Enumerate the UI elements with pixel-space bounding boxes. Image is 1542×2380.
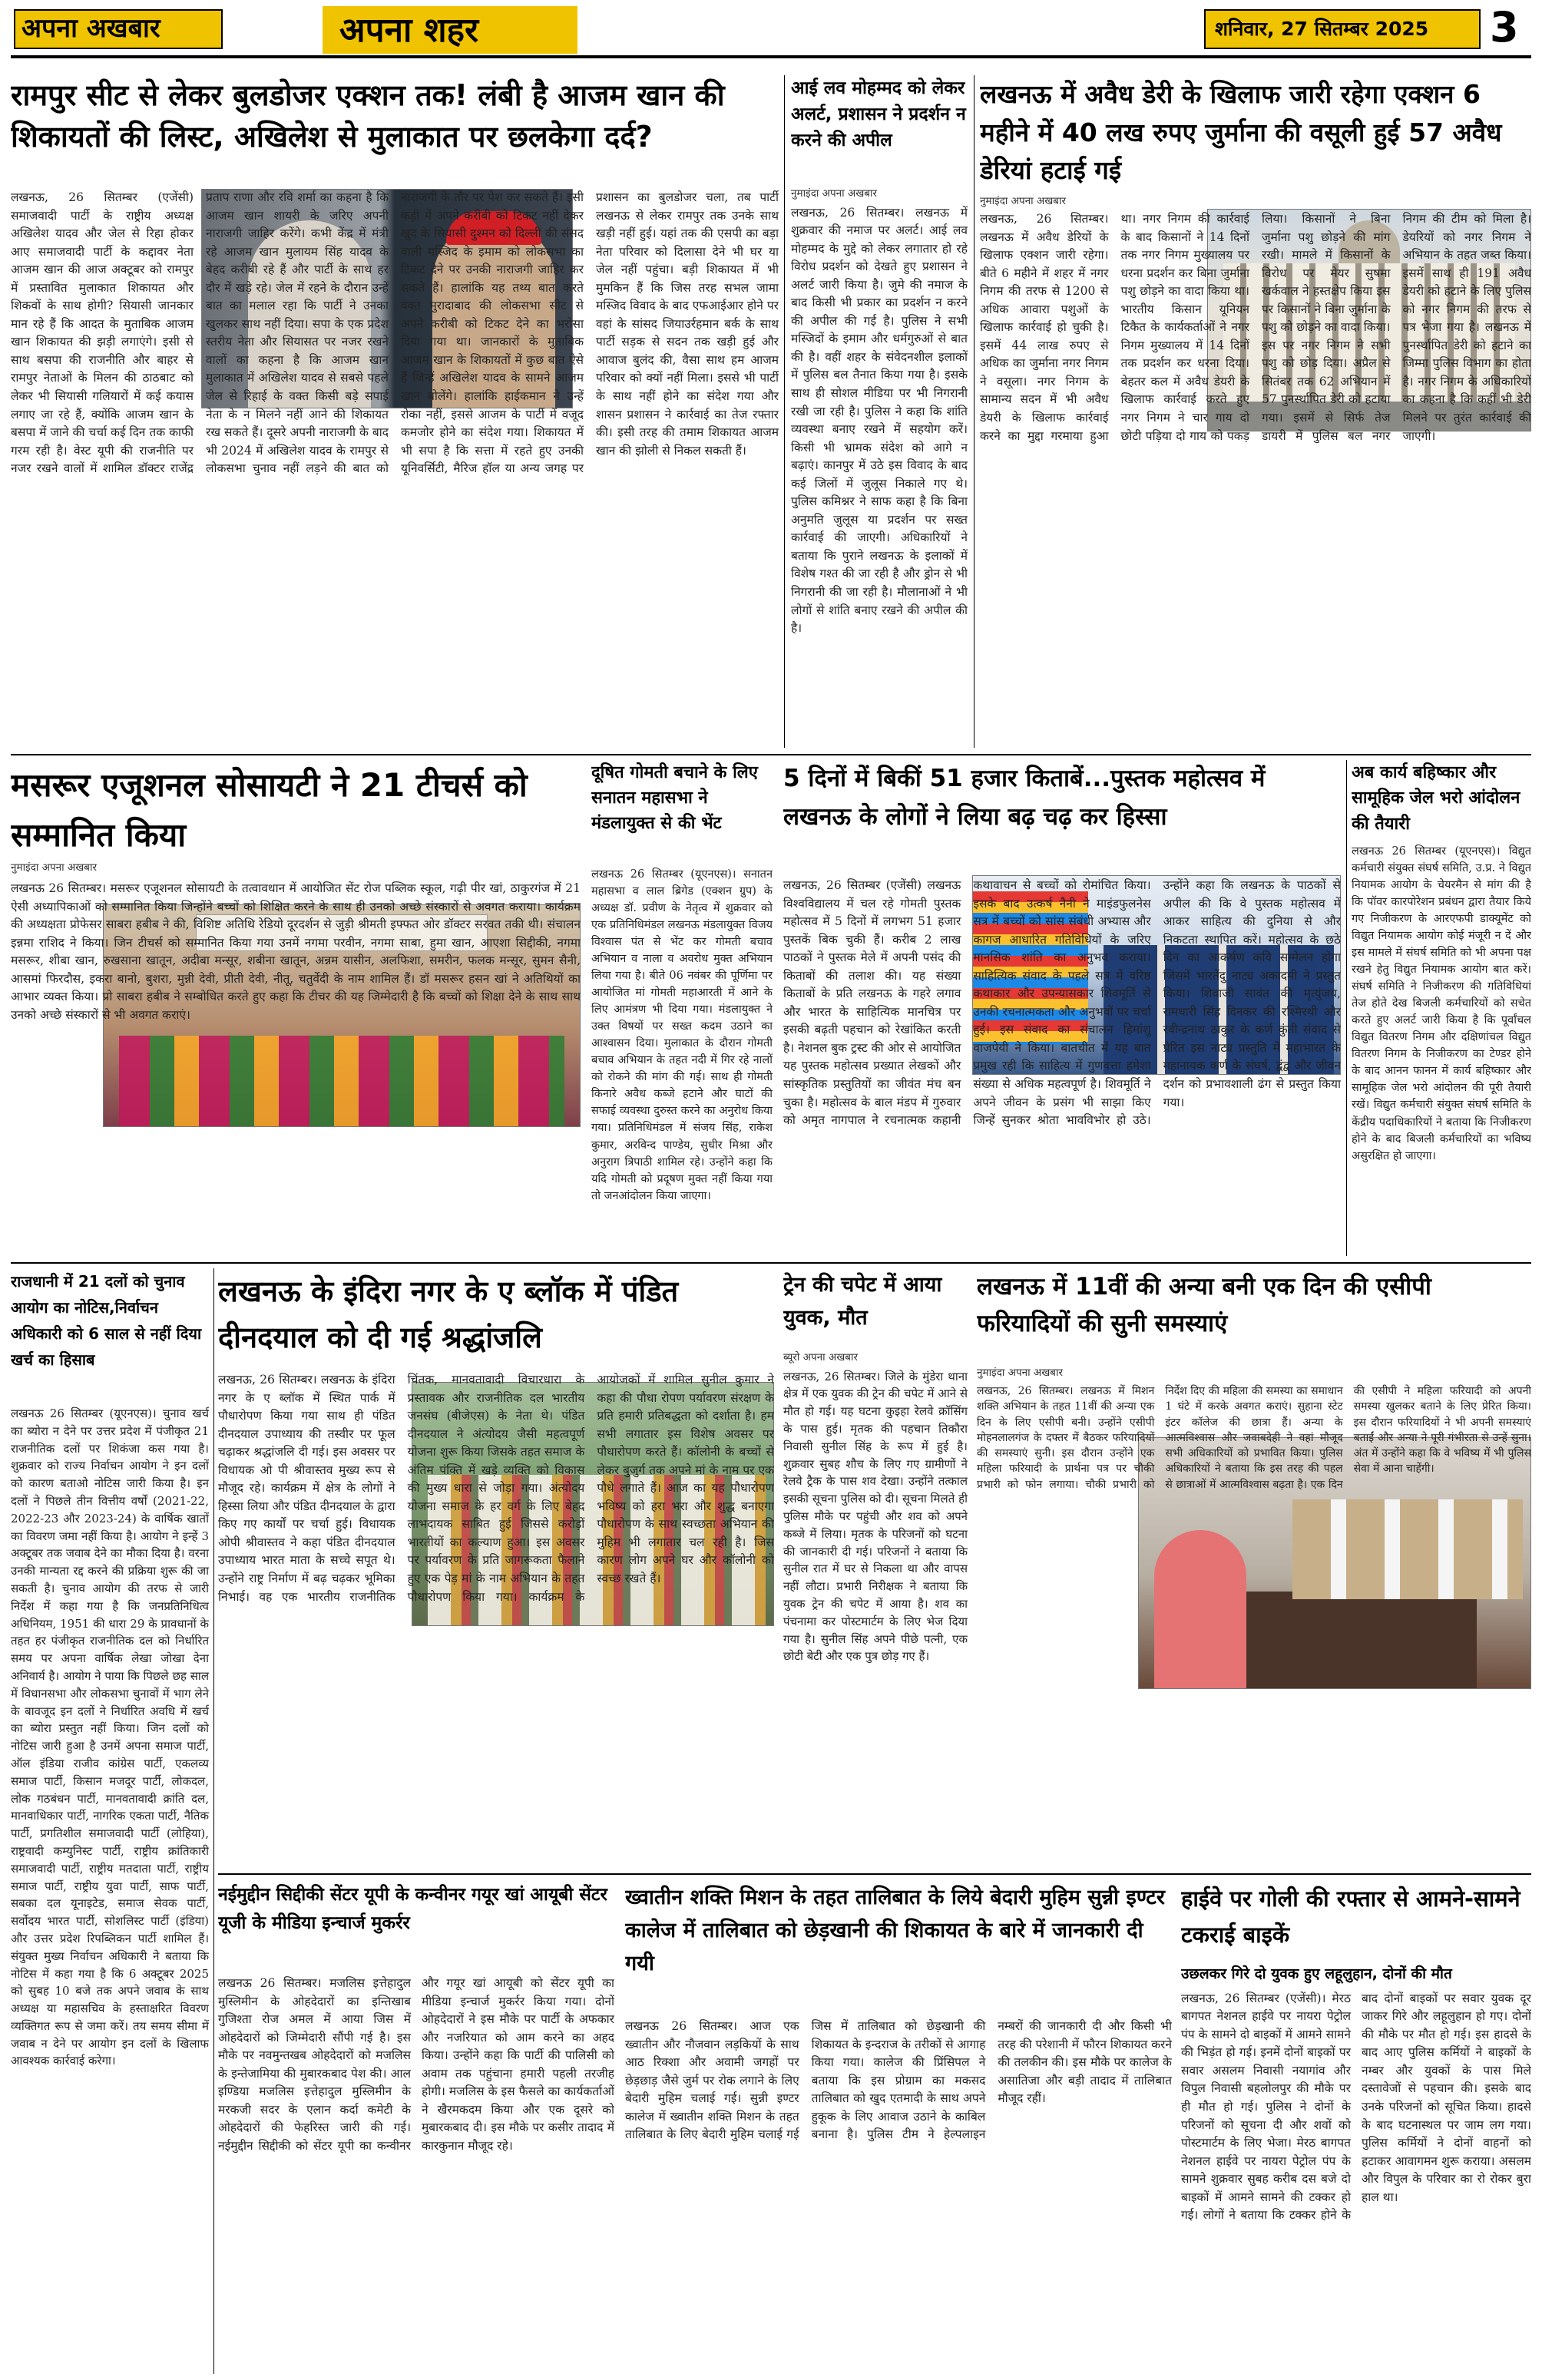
article-mim-appointment [218,1881,614,2374]
article-deendayal [218,1268,774,1867]
article-azam-khan [11,75,779,748]
article-highway-accident [1181,1881,1531,2374]
article-body: लखनऊ 26 सितम्बर। आज एक ख्वातीन और नौजवान लड़कियों के साथ आठ रिक्शा और अवामी जगहों पर छेड़छाड़ जैसे जुर्म पर रोक लगाने के लिए बेदारी मुहिम चलाई गई। सुन्नी इण्टर कालेज में ख्वातीन शक्ति मिशन के तहत तालिबात के लिए बेदारी मुहिम चलाई गई जिस में तालिबात को छेड़खानी की शिकायत के इन्दराज के तरीकों से आगाह किया गया। कालेज की प्रिंसिपल ने बताया कि इस प्रोग्राम का मकसद तालिबात को खुद एतमादी के साथ अपने हुकूक के लिए आवाज उठाने के काबिल बनाना है। पुलिस टीम ने हेल्पलाइन नम्बरों की जानकारी दी और किसी भी तरह की परेशानी में फौरन शिकायत करने की तलकीन की। इस मौके पर कालेज के असातिजा और बड़ी तादाद में तालिबात मौजूद रहीं। [625,2019,1172,2142]
byline: नुमाइंदा अपना अखबार [977,1367,1063,1379]
col-rule-3 [213,1268,214,2374]
article-illegal-dairy [980,75,1531,748]
headline: आई लव मोहम्मद को लेकर अलर्ट, प्रशासन ने प्रदर्शन न करने की अपील [791,78,966,151]
headline: हाईवे पर गोली की रफ्तार से आमने-सामने टकराई बाइकें [1181,1886,1520,1948]
headline: लखनऊ में अवैध डेरी के खिलाफ जारी रहेगा एक्शन 6 महीने में 40 लख रुपए जुर्माना की वसूली हुई 57 अवैध डेरियां हटाई गई [980,79,1502,185]
article-body: लखनऊ 26 सितम्बर (यूएनएस)। विद्युत कर्मचारी संयुक्त संघर्ष समिति, उ.प्र. ने विद्युत नियामक आयोग के चेयरमैन से मांग की है कि पॉवर कारपोरेशन प्रबंधन द्वारा तैयार किये गए निजीकरण के आरएफपी डाक्यूमेंट को विद्युत नियामक आयोग कोई मंजूरी न दें और इस मामले में संघर्ष समिति को भी अपना पक्ष रखने हेतु विद्युत नियामक आयोग बात करें। संघर्ष समिति ने निजीकरण की गतिविधियां तेज होते देख बिजली कर्मचारियों को सचेत करते हुए अलर्ट जारी किया है कि पूर्वांचल विद्युत वितरण निगम और दक्षिणांचल विद्युत वितरण निगम के निजीकरण का टेण्डर होने के बाद आनन फानन में कार्य बहिष्कार और सामूहिक जेल भरो आंदोलन की पूरी तैयारी रखें। विद्युत कर्मचारी संयुक्त संघर्ष समिति के केंद्रीय पदाधिकारियों ने बताया कि निजीकरण होने के बाद बिजली कर्मचारियों का भविष्य असुरक्षित हो जाएगा। [1352,845,1531,1162]
subheadline: उछलकर गिरे दो युवक हुए लहूलुहान, दोनों की मौत [1181,1965,1452,1982]
article-masroor-society [11,760,581,1256]
article-book-festival [783,760,1341,1256]
article-body: लखनऊ, 26 सितम्बर (एजेंसी) समाजवादी पार्टी के राष्ट्रीय अध्यक्ष अखिलेश यादव और जेल से रिहा होकर आए समाजवादी पार्टी के कद्दावर नेता आजम खान की आज अक्टूबर को रामपुर में प्रस्तावित मुलाकात शिकायत और शिकवों के साथ होगी? सियासी जानकार मान रहे हैं कि आदत के मुताबिक आजम खान शिकायत की झड़ी लगाएंगे। इसी से साथ बसपा की राजनीति और बाहर से रामपुर नेताओं के मिलन की ठाठबाट को लेकर भी सियासी गलियारों में कई कयास लगाए जा रहे हैं, क्योंकि आजम खान के बसपा में जाने की चर्चा कई दिन तक काफी गरम रही है। वेस्ट यूपी की राजनीति पर नजर रखने वालों में शामिल डॉक्टर राजेंद्र प्रताप राणा और रवि शर्मा का कहना है कि आजम खान शायरी के जरिए अपनी नाराजगी जाहिर करेंगे। कभी केंद्र में मंत्री रहे आजम खान मुलायम सिंह यादव के बेहद करीबी रहे हैं और पार्टी के साथ हर दौर में खड़े रहे। जेल में रहने के दौरान उन्हें बात का मलाल रहा कि पार्टी ने उनका खुलकर साथ नहीं दिया। सपा के एक प्रदेश स्तरीय नेता और सियासत पर नजर रखने वालों का कहना है कि आजम खान मुलाकात में अखिलेश यादव से सबसे पहले जेल से रिहाई के वक्त किसी बड़े सपाई नेता के न मिलने नहीं आने की शिकायत रख सकते हैं। दूसरे अपनी नाराजगी के बाद भी 2024 में अखिलेश यादव के रामपुर से लोकसभा चुनाव नहीं लड़ने की बात को नाराजगी के तौर पर पेश कर सकते हैं। इसी कड़ी में अपने करीबी को टिकट नहीं देकर खुद के सियासी दुश्मन को दिल्ली की संसद वाली मस्जिद के इमाम को लोकसभा का टिकट देने पर उनकी नाराजगी जाहिर कर सकते हैं। हालांकि यह तथ्य बात करते वक्त मुरादाबाद की लोकसभा सीट से अपने करीबी को टिकट देने का भरोसा दिया गया था। जानकारों के मुताबिक आजम खान के शिकायतों में कुछ बात ऐसे हैं जिन्हें अखिलेश यादव के सामने आजम खान बोलेंगे। हालांकि हाईकमान ने उन्हें रोका नहीं, इससे आजम के पार्टी में वजूद कमजोर होने का संदेश गया। शिकायत में भी सपा है कि सत्ता में रहते हुए उनकी यूनिवर्सिटी, मैरिज हॉल या अन्य जगह पर प्रशासन का बुलडोजर चला, तब पार्टी लखनऊ से लेकर रामपुर तक उनके साथ खड़ी नहीं हुई। यहां तक की एसपी का बड़ा नेता परिवार को दिलासा देने भी घर या जेल नहीं पहुंचा। बड़ी शिकायत में भी मुमकिन हैं कि जिस तरह सभल जामा मस्जिद विवाद के बाद एफआईआर होने पर वहां के सांसद जियाउर्रहमान बर्क के साथ पार्टी सड़क से सदन तक खड़ी हुई और आवाज बुलंद की, वैसा साथ हम आजम परिवार को क्यों नहीं मिला। इससे भी पार्टी के साथ नहीं होने का संदेश गया और शासन प्रशासन ने कार्रवाई का तेज रफ्तार की। इसी तरह की तमाम शिकायत आजम खान की झोली से निकल सकती हैं। [11,190,779,476]
article-body: लखनऊ 26 सितम्बर (यूएनएस)। चुनाव खर्च का ब्योरा न देने पर उत्तर प्रदेश में पंजीकृत 21 राजनीतिक दलों पर शिकंजा कस गया है। शुक्रवार को राज्य निर्वाचन आयोग ने इन दलों को कारण बताओ नोटिस जारी किया है। इन दलों ने पिछले तीन वित्तीय वर्षों (2021-22, 2022-23 और 2023-24) के वार्षिक खातों का विवरण जमा नहीं किया है। आयोग ने इन्हें 3 अक्टूबर तक जवाब देने का मौका दिया है। वरना उनकी मान्यता रद्द करने की प्रक्रिया शुरू की जा सकती है। चुनाव आयोग की तरफ से जारी निर्देश में कहा गया है कि जनप्रतिनिधित्व अधिनियम, 1951 की धारा 29 के प्रावधानों के तहत हर पंजीकृत राजनीतिक दल को निर्धारित समय पर अपना वार्षिक लेखा जोखा देना अनिवार्य है। आयोग ने पाया कि पिछले छह साल में विधानसभा और लोकसभा चुनावों में भाग लेने के बावजूद इन दलों ने निर्धारित अवधि में खर्च का ब्योरा प्रस्तुत नहीं किया। जिन दलों को नोटिस जारी हुआ है उनमें अपना समाज पार्टी, ऑल इंडिया राजीव कांग्रेस पार्टी, एकलव्य समाज पार्टी, किसान मजदूर पार्टी, लोकदल, लोक गठबंधन पार्टी, मानवतावादी क्रांति दल, मानवाधिकार पार्टी, नागरिक एकता पार्टी, नैतिक पार्टी, प्रगतिशील समाजवादी पार्टी (लोहिया), राष्ट्रवादी कम्युनिस्ट पार्टी, राष्ट्रीय क्रांतिकारी समाजवादी पार्टी, राष्ट्रीय मतदाता पार्टी, राष्ट्रीय समाज पार्टी, राष्ट्रीय युवा पार्टी, साफ पार्टी, सबका दल यूनाइटेड, समाज सेवक पार्टी, सर्वोदय भारत पार्टी, सोशलिस्ट पार्टी (इंडिया) और उत्तर प्रदेश रिपब्लिकन पार्टी शामिल हैं। संयुक्त मुख्य निर्वाचन अधिकारी ने बताया कि नोटिस में कहा गया है कि 6 अक्टूबर 2025 को सुबह 10 बजे तक अपने जवाब के साथ अध्यक्ष या महासचिव के हस्ताक्षरित विवरण व्यक्तिगत रूप से जमा करें। तय समय सीमा में जवाब न देने पर आयोग इन दलों के खिलाफ आवश्यक कार्रवाई करेगा। [11,1407,209,2068]
article-body: लखनऊ, 26 सितम्बर। लखनऊ के इंदिरा नगर के ए ब्लॉक में स्थित पार्क में पौधारोपण किया गया साथ ही पंडित दीनदयाल उपाध्याय की तस्वीर पर फूल चढ़ाकर श्रद्धांजलि दी गई। इस अवसर पर विधायक ओ पी श्रीवास्तव मुख्य रूप से मौजूद रहे। कार्यक्रम में क्षेत्र के लोगों ने हिस्सा लिया और पंडित दीनदयाल के द्वारा किए गए कार्यों पर चर्चा हुई। विधायक ओपी श्रीवास्तव ने कहा पंडित दीनदयाल उपाध्याय भारत माता के सच्चे सपूत थे। उन्होंने राष्ट्र निर्माण में बढ़ चढ़कर भूमिका निभाई। वह एक भारतीय राजनीतिक चिंतक, मानवतावादी विचारधारा के प्रस्तावक और राजनीतिक दल भारतीय जनसंघ (बीजेएस) के नेता थे। पंडित दीनदयाल ने अंत्योदय जैसी महत्वपूर्ण योजना शुरू किया जिसके तहत समाज के अंतिम पंक्ति में खड़े व्यक्ति को विकास की मुख्य धारा से जोड़ा गया। अंत्योदय योजना समाज के हर वर्ग के लिए बेहद लाभदायक साबित हुई जिससे करोड़ों भारतीयों का कल्याण हुआ। इस अवसर पर पर्यावरण के प्रति जागरूकता फैलाने हुए एक पेड़ मां के नाम अभियान के तहत पौधारोपण किया गया। कार्यक्रम के आयोजकों में शामिल सुनील कुमार ने कहा की पौधा रोपण पर्यावरण संरक्षण के प्रति हमारी प्रतिबद्धता को दर्शाता है। हम सभी लगातार इस विशेष अवसर पर पौधारोपण करते हैं। कॉलोनी के बच्चों से लेकर बुजुर्ग तक अपने मां के नाम पर एक पौधे लगाते हैं। आज का यह पौधारोपण भविष्य को हरा भरा और शुद्ध बनाएगा पौधारोपण के साथ स्वच्छता अभियान की मुहिम भी लगातार चल रही है। जिस कारण लोग अपने घर और कॉलोनी को स्वच्छ रखते हैं। [218,1373,774,1604]
brand-name: अपना अखबार [22,13,160,44]
row-divider-2 [11,1262,1531,1264]
article-body: लखनऊ, 26 सितम्बर। लखनऊ में शुक्रवार की नमाज पर अलर्ट। आई लव मोहम्मद के मुद्दे को लेकर लगातार हो रहे विरोध प्रदर्शन को देखते हुए प्रशासन ने अलर्ट जारी किया है। जुमे की नमाज के बाद किसी भी प्रकार का प्रदर्शन न करने की अपील की गई है। पुलिस ने सभी मस्जिदों के इमाम और धर्मगुरुओं से बात की है। वहीं शहर के संवेदनशील इलाकों में पुलिस बल तैनात किया गया है। इसके साथ ही सोशल मीडिया पर भी निगरानी रखी जा रही है। पुलिस ने कहा कि शांति व्यवस्था बनाए रखने में सहयोग करें। किसी भी भ्रामक संदेश को आगे न बढ़ाएं। कानपुर में उठे इस विवाद के बाद कई जिलों में जुलूस निकाले गए थे। पुलिस कमिश्नर ने साफ कहा है कि बिना अनुमति जुलूस या प्रदर्शन पर सख्त कार्रवाई की जाएगी। अधिकारियों ने बताया कि पुराने लखनऊ के इलाकों में विशेष गश्त की जा रही है और ड्रोन से भी निगरानी की जा रही है। मौलानाओं ने भी लोगों से शांति बनाए रखने की अपील की है। [791,205,968,636]
row-divider-1 [11,754,1531,755]
article-body: लखनऊ 26 सितम्बर (यूएनएस)। सनातन महासभा व लाल ब्रिगेड (एक्शन ग्रुप) के अध्यक्ष डॉ. प्रवीण के नेतृत्व में शुक्रवार को एक प्रतिनिधिमंडल लखनऊ मंडलायुक्त विजय विश्वास पंत से भेंट कर गोमती बचाव अभियान व नाला व अवरोध मुक्त अभियान लिया गया है। बीते 06 नवंबर की पूर्णिमा पर आयोजित मां गोमती महाआरती में आने के लिए आमंत्रण भी दिया गया। मंडलायुक्त ने उक्त विषयों पर सख्त कदम उठाने का आश्वासन दिया। मुलाकात के दौरान गोमती बचाव अभियान के तहत नदी में गिर रहे नालों को रोकने की मांग की गई। साथ ही गोमती किनारे अवैध कब्जे हटाने और घाटों की सफाई व्यवस्था दुरुस्त करने का अनुरोध किया गया। प्रतिनिधिमंडल में संजय सिंह, राकेश कुमार, अरविन्द पाण्डेय, सुधीर मिश्रा और अनुराग त्रिपाठी शामिल रहे। उन्होंने कहा कि यदि गोमती को प्रदूषण मुक्त नहीं किया गया तो जनआंदोलन किया जाएगा। [591,868,773,1202]
headline: लखनऊ के इंदिरा नगर के ए ब्लॉक में पंडित दीनदयाल को दी गई श्रद्धांजलि [218,1274,679,1355]
article-body: लखनऊ, 26 सितम्बर। जिले के मुंडेरा थाना क्षेत्र में एक युवक की ट्रेन की चपेट में आने से मौत हो गई। यह घटना कुइहा रेलवे क्रॉसिंग के पास हुई। मृतक की पहचान तिकौरा निवासी सुनील सिंह के रूप में हुई है। शुक्रवार सुबह शौच के लिए गए ग्रामीणों ने रेलवे ट्रैक के पास शव देखा। उन्होंने तत्काल इसकी सूचना पुलिस को दी। सूचना मिलते ही पुलिस मौके पर पहुंची और शव को अपने कब्जे में लिया। मृतक के परिजनों को घटना की जानकारी दी गई। परिजनों ने बताया कि सुनील रात में घर से निकला था और वापस नहीं लौटा। प्रभारी निरीक्षक ने बताया कि युवक ट्रेन की चपेट में आया है। शव का पंचनामा कर पोस्टमार्टम के लिए भेज दिया गया है। सुनील सिंह अपने पीछे पत्नी, एक छोटी बेटी और एक पुत्र छोड़ गए हैं। [783,1369,968,1664]
byline: नुमाइंदा अपना अखबार [980,195,1066,207]
col-rule-1 [784,75,785,748]
headline: ट्रेन की चपेट में आया युवक, मौत [783,1273,942,1330]
col-rule-4 [1346,760,1347,1256]
issue-date: शनिवार, 27 सितम्बर 2025 [1215,18,1429,40]
article-body: लखनऊ, 26 सितम्बर (एजेंसी)। मेरठ बागपत नेशनल हाईवे पर नायरा पेट्रोल पंप के सामने दो बाइकों में आमने सामने की भिड़ंत हो गई। इनमें दोनों बाइकों पर सवार असलम निवासी नयागांव और विपुल निवासी बहलोलपुर की मौके पर ही मौत हो गई। पुलिस ने दोनों के परिजनों को सूचना दी और शवों को पोस्टमार्टम के लिए भेजा। मेरठ बागपत नेशनल हाईवे पर नायरा पेट्रोल पंप के सामने शुक्रवार सुबह करीब दस बजे दो बाइकों में आमने सामने की टक्कर हो गई। लोगों ने बताया कि टक्कर होने के बाद दोनों बाइकों पर सवार युवक दूर जाकर गिरे और लहूलुहान हो गए। दोनों की मौके पर मौत हो गई। इस हादसे के बाद आए पुलिस कर्मियों ने बाइकों के नम्बर और युवकों के पास मिले दस्तावेजों से पहचान की। इसके बाद उनके परिजनों को सूचित किया। हादसे के बाद घटनास्थल पर जाम लग गया। पुलिस कर्मियों ने दोनों वाहनों को हटाकर आवागमन शुरू कराया। असलम और विपुल के परिवार का रो रोकर बुरा हाल था। [1181,1991,1531,2223]
headline: 5 दिनों में बिकीं 51 हजार किताबें...पुस्तक महोत्सव में लखनऊ के लोगों ने लिया बढ़ चढ़ कर हिस्सा [783,765,1266,831]
masthead [0,0,1542,58]
byline: नुमाइंदा अपना अखबार [11,861,97,874]
byline: नुमाइंदा अपना अखबार [791,187,877,200]
article-train-death [783,1268,968,1867]
article-body: लखनऊ 26 सितम्बर। मसरूर एजूशनल सोसायटी के तत्वावधान में आयोजित सेंट रोज पब्लिक स्कूल, गढ़ी पीर खां, ठाकुरगंज में 21 ऐसी अध्यापिकाओं को सम्मानित किया जिन्होंने बच्चों को शिक्षित करने के साथ ही उनको अच्छे संस्कारों से अवगत कराया। कार्यक्रम की अध्यक्षता प्रोफेसर साबरा हबीब ने की, विशिष्ट अतिथि रेडियो दूरदर्शन से जुड़ी श्रीमती इफ्फत ओर डॉक्टर सरवत तकी थी। संचालन इन्नमा राशिद ने किया। जिन टीचर्स को सम्मानित किया गया उनमें नगमा परवीन, नगमा साबा, हुमा खान, आएशा सिद्दीकी, नगमा मसरूर, शीबा खान, रुखसाना खातून, अदीबा मन्सूर, शबीना खातून, अन्नम यासीन, अलफिशा, समरीन, फलक मन्सूर, सुमन सैनी, आसमां फिरदौस, इकरा बानो, बुशरा, मुन्नी देवी, प्रीती देवी, नीतू, चतुर्वेदी के नाम शामिल हैं। डॉ मसरूर हसन खां ने अतिथियों का आभार व्यक्त किया। प्रो साबरा हबीब ने सम्बोधित करते हुए कहा कि टीचर की यह जिम्मेदारी है कि बच्चों को शिक्षा देने के साथ साथ उनको अच्छे संस्कारों से भी अवगत कराएं। [11,881,581,1022]
headline: ख्वातीन शक्ति मिशन के तहत तालिबात के लिये बेदारी मुहिम सुन्नी इण्टर कालेज में तालिबात को छेड़खानी की शिकायत के बारे में जानकारी दी गयी [625,1886,1165,1976]
page-number: 3 [1490,3,1519,51]
byline: ब्यूरो अपना अखबार [783,1351,859,1364]
article-gomti-sanatan [591,760,773,1256]
article-body: लखनऊ, 26 सितम्बर। लखनऊ में अवैध डेरियों के खिलाफ एक्शन जारी रहेगा। बीते 6 महीने में शहर में नगर निगम की तरफ से 1200 से अधिक आवारा पशुओं के खिलाफ कार्रवाई हो चुकी है। इसमें 44 लाख रुपए से अधिक का जुर्माना नगर निगम ने वसूला। नगर निगम के सामान्य सदन में भी अवैध डेयरी के खिलाफ कार्रवाई करने का मुद्दा गरमाया हुआ था। नगर निगम की कार्रवाई के बाद किसानों ने 14 दिनों तक नगर निगम मुख्यालय पर धरना प्रदर्शन कर बिना जुर्माना पशु छोड़ने का वादा किया था। भारतीय किसान यूनियन टिकैत के कार्यकर्ताओं ने नगर निगम मुख्यालय में 14 दिनों तक प्रदर्शन कर धरना दिया। बेहतर कल में अवैध डेयरी के खिलाफ कार्रवाई करते हुए नगर निगम ने चार गाय दो छोटी पड़िया दो गाय को पकड़ लिया। किसानों ने बिना जुर्माना पशु छोड़ने की मांग रखी। मामले में किसानों के विरोध पर मेयर सुषमा खर्कवाल ने हस्तक्षेप किया इस पर किसानों ने बिना जुर्माना के पशु को छोड़ने का वादा किया। इस पर नगर निगम ने सभी पशु को छोड़ दिया। अप्रैल से सितंबर तक 62 अभियान में 57 पुनर्स्थापित डेरी को हटाया गया। इसमें से सिर्फ तेज डायरी में पुलिस बल नगर निगम की टीम को मिला है। डेयरियों को नगर निगम ने अभियान के तहत जब्त किया। इसमें साथ ही 191 अवैध डेयरी को हटाने के लिए पुलिस को नगर निगम की तरफ से पत्र भेजा गया है। लखनऊ में पुनर्स्थापित डेरी को हटाने का जिम्मा पुलिस विभाग का होता है। नगर निगम के अधिकारियों का कहना है कि कहीं भी डेरी मिलने पर तुरंत कार्रवाई की जाएगी। [980,212,1531,443]
article-i-love-mohammad [791,75,968,748]
headline: मसरूर एजूशनल सोसायटी ने 21 टीचर्स को सम्मानित किया [11,766,528,854]
article-one-day-acp [977,1268,1531,1867]
headline: दूषित गोमती बचाने के लिए सनातन महासभा ने मंडलायुक्त से की भेंट [591,763,758,833]
masthead-rule [11,55,1531,58]
row-divider-3 [218,1873,1531,1875]
headline: अब कार्य बहिष्कार और सामूहिक जेल भरो आंदोलन की तैयारी [1352,763,1520,834]
headline: लखनऊ में 11वीं की अन्या बनी एक दिन की एसीपी फरियादियों की सुनी समस्याएं [977,1273,1431,1338]
article-election-notice [11,1268,209,2374]
headline: नईमुद्दीन सिद्दीकी सेंटर यूपी के कन्वीनर गयूर खां आयूबी सेंटर यूजी के मीडिया इन्चार्ज मुकर्रर [218,1885,607,1933]
article-body: लखनऊ, 26 सितम्बर। लखनऊ में मिशन शक्ति अभियान के तहत 11वीं की अन्या एक दिन के लिए एसीपी बनी। उन्होंने एसीपी मोहनलालगंज के दफ्तर में बैठकर फरियादियों की समस्याएं सुनी। इस दौरान उन्होंने एक महिला फरियादी के प्रार्थना पत्र पर चौकी प्रभारी को फोन लगाया। चौकी प्रभारी को निर्देश दिए की महिला की समस्या का समाधान 1 घंटे में करके अवगत कराएं। सुहाना स्टेट इंटर कॉलेज की छात्रा हैं। अन्या के आत्मविश्वास और जवाबदेही ने वहां मौजूद सभी अधिकारियों को प्रभावित किया। पुलिस अधिकारियों ने बताया कि इस तरह की पहल से छात्राओं में आत्मविश्वास बढ़ता है। एक दिन की एसीपी ने महिला फरियादी को अपनी समस्या खुलकर बताने के लिए प्रेरित किया। इस दौरान फरियादियों ने भी अपनी समस्याएं बताईं और अन्या ने पूरी गंभीरता से उन्हें सुना। अंत में उन्होंने कहा कि वे भविष्य में भी पुलिस सेवा में आना चाहेंगी। [977,1385,1531,1491]
section-title: अपना शहर [339,11,479,50]
article-jail-bharo [1352,760,1531,1256]
article-khwateen-shakti [625,1881,1172,2374]
headline: रामपुर सीट से लेकर बुलडोजर एक्शन तक! लंबी है आजम खान की शिकायतों की लिस्ट, अखिलेश से मुलाकात पर छलकेगा दर्द? [11,78,725,154]
article-body: लखनऊ, 26 सितम्बर (एजेंसी) लखनऊ विश्वविद्यालय में चल रहे गोमती पुस्तक महोत्सव में 5 दिनों में लगभग 51 हजार पुस्तकें बिक चुकी हैं। करीब 2 लाख पाठकों ने पुस्तक मेले में अपनी पसंद की किताबों की तलाश की। यह संख्या किताबों के प्रति लखनऊ के गहरे लगाव और भारत के साहित्यिक मानचित्र पर इसकी बढ़ती पहचान को रेखांकित करती है। नेशनल बुक ट्रस्ट की ओर से आयोजित यह पुस्तक महोत्सव प्रख्यात लेखकों और सांस्कृतिक प्रस्तुतियों का जीवंत मंच बन चुका है। महोत्सव के बाल मंडप में गुरुवार को अमृत नागपाल ने रचनात्मक कहानी कथावाचन से बच्चों को रोमांचित किया। इसके बाद उत्कर्ष नैनी ने माइंडफुलनेस सत्र में बच्चों को सांस संबंधी अभ्यास और कागज आधारित गतिविधियों के जरिए मानसिक शांति का अनुभव कराया। साहित्यिक संवाद के पहले सत्र में वरिष्ठ कथाकार और उपन्यासकार शिवमूर्ति से उनकी रचनात्मकता और अनुभवों पर चर्चा हुई। इस संवाद का संचालन हिमांशु वाजपेयी ने किया। बातचीत में यह बात प्रमुख रही कि साहित्य में गुणवत्ता हमेशा संख्या से अधिक महत्वपूर्ण है। शिवमूर्ति ने अपने जीवन के प्रसंग भी साझा किए जिन्हें सुनकर श्रोता भावविभोर हो उठे। उन्होंने कहा कि लखनऊ के पाठकों से अपील की कि वे पुस्तक महोत्सव में आकर साहित्य की दुनिया से और निकटता स्थापित करें। महोत्सव के छठे दिन का आकर्षण कवि सम्मेलन होगा जिसमें भारतेंदु नाट्य अकादमी ने प्रस्तुत किया। शिवाजी सावंत की मृत्युंजय, रामधारी सिंह दिनकर की रश्मिरथी और रवीन्द्रनाथ ठाकुर के कर्ण कुंती संवाद से प्रेरित इस नाट्य प्रस्तुति में महाभारत के महानायक कर्ण के संघर्ष, द्वंद्व और जीवन दर्शन को प्रभावशाली ढंग से प्रस्तुत किया गया। [783,878,1341,1128]
article-body: लखनऊ 26 सितम्बर। मजलिस इत्तेहादुल मुस्लिमीन के ओहदेदारों का इन्तिखाब गुजिश्ता रोज अमल में आया जिस में ओहदेदारों को जिम्मेदारी सौंपी गई है। इस मौके पर नवमुन्तखब ओहदेदारों को मजलिस के इन्तेजामिया की मुबारकबाद पेश की। आल इण्डिया मजलिस इत्तेहादुल मुस्लिमीन के मरकजी सदर के एलान कर्दा कमेटी के ओहदेदारों की फेहरिस्त जारी की गई। नईमुद्दीन सिद्दीकी को सेंटर यूपी का कन्वीनर और गयूर खां आयूबी को सेंटर यूपी का मीडिया इन्चार्ज मुकर्रर किया गया। दोनों ओहदेदारों ने इस मौके पर पार्टी के अफकार और नजरियात को आम करने का अहद किया। उन्होंने कहा कि पार्टी की पालिसी को अवाम तक पहुंचाना हमारी पहली तरजीह होगी। मजलिस के इस फैसले का कार्यकर्ताओं ने खैरमकदम किया और एक दूसरे को मुबारकबाद दी। इस मौके पर कसीर तादाद में कारकुनान मौजूद रहे। [218,1976,614,2153]
col-rule-2 [974,75,975,748]
headline: राजधानी में 21 दलों को चुनाव आयोग का नोटिस,निर्वाचन अधिकारी को 6 साल से नहीं दिया खर्च का हिसाब [11,1272,202,1369]
